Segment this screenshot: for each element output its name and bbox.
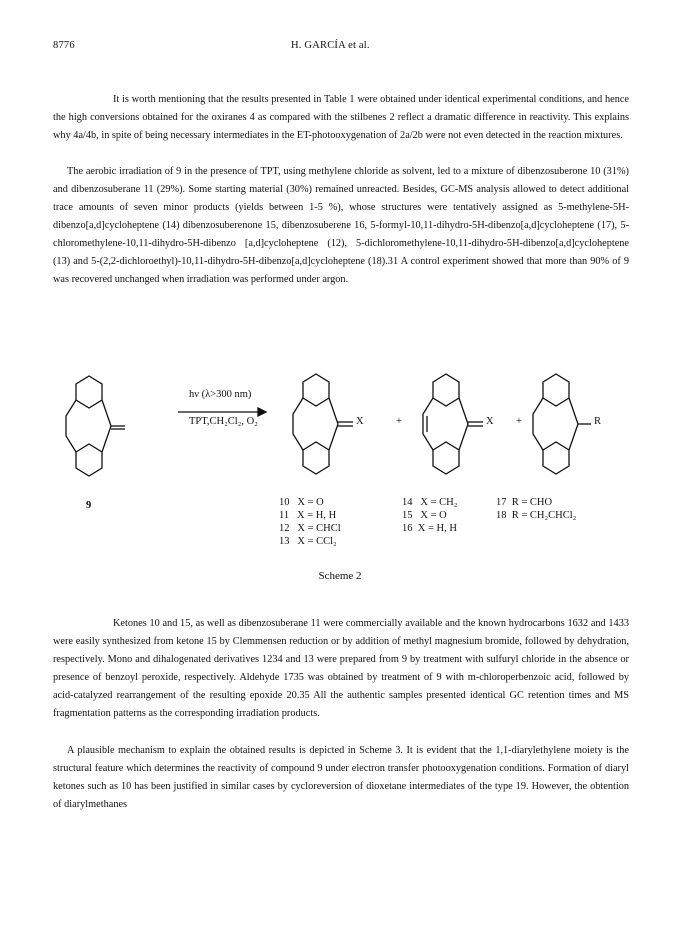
scheme-structures	[53, 352, 629, 557]
paragraph-1	[53, 91, 629, 145]
paragraph-2-text: The aerobic irradiation of 9 in the presence of TPT, using methylene chloride as solvent, led to a mixture of dibenzosuberone 10 (31%) and dibenzosuberane 11 (29%). Some starting material (30%) remained unreacted. Besides, GC-MS analysis allowed to detect additional trace amounts of seven minor products (yields between 1-5 %), whose structures were tentatively assigned as 5-methylene-5H-dibenzo[a,d]cycloheptene (14) dibenzosuberenone 15, dibenzosuberene 16, 5-formyl-10,11-dihydro-5H-dibenzo[a,d]cycloheptene (17), 5-chloromethylene-10,11-dihydro-5H-dibenzo [a,d]cycloheptene (12), 5-dichloromethylene-10,11-dihydro-5H-dibenzo[a,d]cycloheptene (13) and 5-(2,2-dichloroethyl)-10,11-dihydro-5H-dibenzo[a,d]cycloheptene (18).31 A control experiment showed that more than 90% of 9 was recovered unchanged when irradiation was performed under argon.	[53, 166, 629, 285]
paragraph-4	[53, 742, 629, 814]
compound-entry-12: 12 X = CHCl	[279, 523, 341, 534]
compound-entry-16: 16 X = H, H	[402, 523, 457, 534]
compound-9-label: 9	[86, 500, 92, 511]
compound-entry-14: 14 X = CH₂	[402, 497, 458, 508]
compound-entry-11: 11 X = H, H	[279, 510, 337, 521]
plus-sign-2: +	[516, 416, 522, 427]
page-number: 8776	[53, 40, 75, 51]
reagent-conditions-bottom: TPT,CH₂Cl₂, O₂	[189, 416, 258, 427]
r-substituent-label: R	[594, 416, 602, 427]
reaction-arrow	[178, 408, 266, 416]
paragraph-4-text: A plausible mechanism to explain the obtained results is depicted in Scheme 3. It is evident that the 1,1-diarylethylene moiety is the structural feature which determines the reactivity of compound 9 under electron transfer photooxygenation conditions. Formation of diaryl ketones such as 10 has been justified in similar cases by cycloreversion of dioxetane intermediates of the type 19. However, the obtention of diarylmethanes	[53, 745, 629, 810]
compound-entry-15: 15 X = O	[402, 510, 447, 521]
compound-entry-18: 18 R = CH₂CHCl₂	[496, 510, 577, 521]
reagent-conditions-top: hν (λ>300 nm)	[189, 389, 252, 400]
paragraph-1-text: It is worth mentioning that the results presented in Table 1 were obtained under identical experimental conditions, and hence the high conversions obtained for the oxiranes 4 as compared with the stilbenes 2 reflect a dramatic difference in reactivity. This explains why 4a/4b, in spite of being necessary intermediates in the ET-photooxygenation of 2a/2b were not even detected in the reaction mixtures.	[53, 94, 629, 141]
compound-list-14-16	[402, 496, 457, 535]
scheme-caption: Scheme 2	[318, 570, 362, 582]
paragraph-2	[53, 163, 629, 289]
x-substituent-label-2: X	[486, 416, 494, 427]
compound-entry-13: 13 X = CCl₂	[279, 536, 337, 547]
compound-entry-17: 17 R = CHO	[496, 497, 553, 508]
paragraph-3-text: Ketones 10 and 15, as well as dibenzosuberane 11 were commercially available and the known hydrocarbons 1632 and 1433 were easily synthesized from ketone 15 by Clemmensen reduction or by addition of methyl magnesium bromide, followed by dehydration, respectively. Mono and dihalogenated derivatives 1234 and 13 were prepared from 9 by treatment with sulfuryl chloride in the absence or presence of benzoyl peroxide, respectively. Aldehyde 1735 was obtained by treatment of 9 with m-chloroperbenzoic acid, followed by acid-catalyzed rearrangement of the resulting epoxide 20.35 All the authentic samples presented identical GC retention times and MS fragmentation patterns as the corresponding irradiation products.	[53, 618, 629, 719]
compound-list-17-18	[496, 496, 576, 522]
reaction-scheme	[53, 352, 629, 557]
paragraph-3	[53, 615, 629, 723]
compound-list-10-13	[279, 496, 341, 548]
x-substituent-label-1: X	[356, 416, 364, 427]
plus-sign-1: +	[396, 416, 402, 427]
product-substituted-structure	[533, 374, 591, 474]
running-header-authors: H. GARCÍA et al.	[291, 40, 370, 51]
product-ketone-structure	[293, 374, 353, 474]
product-suberenone-structure	[423, 374, 483, 474]
compound-9-structure	[66, 376, 125, 476]
compound-entry-10: 10 X = O	[279, 497, 324, 508]
